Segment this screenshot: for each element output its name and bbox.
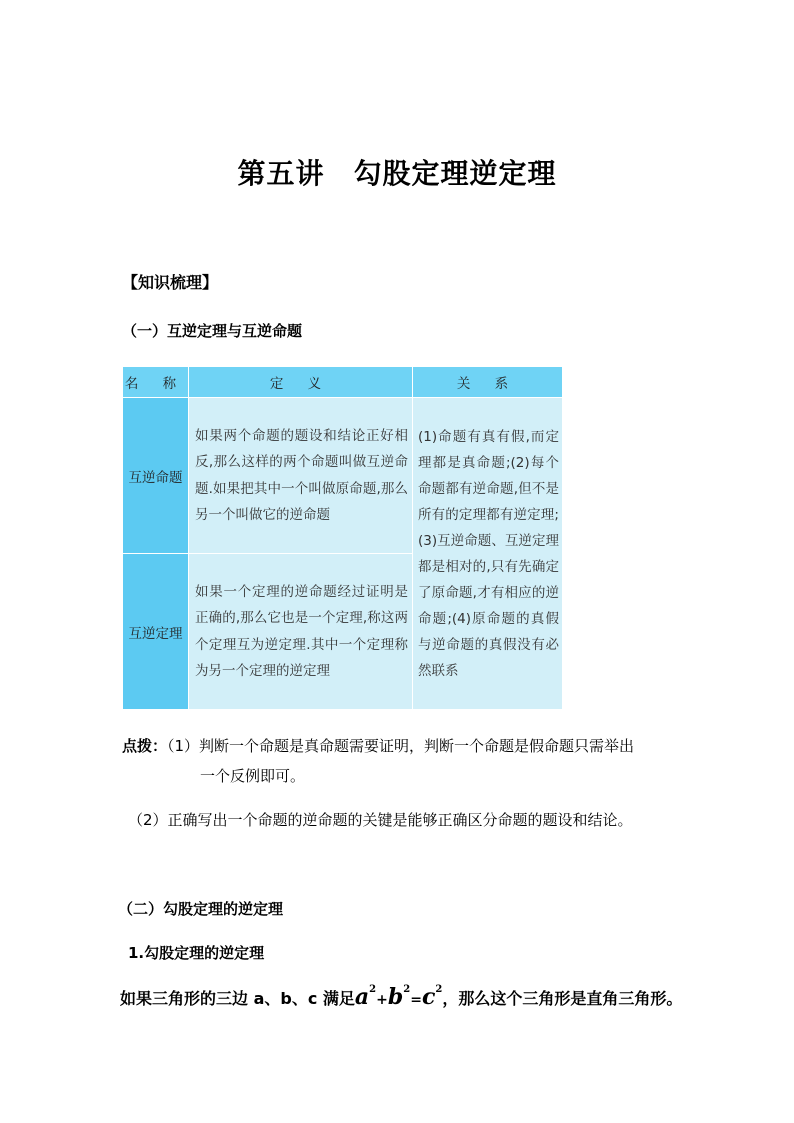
tip-line-1 (122, 735, 634, 756)
row-name-converse-theorem: 互逆定理 (123, 554, 189, 710)
section-heading: 【知识梳理】 (122, 273, 219, 292)
theorem-statement (120, 984, 682, 1010)
subsection-heading-1: （一）互逆定理与互逆命题 (122, 322, 303, 340)
subsection-heading-2: （二）勾股定理的逆定理 (118, 900, 284, 918)
definition-text: 如果两个命题的题设和结论正好相反,那么这样的两个命题叫做互逆命题.如果把其中一个叫做原命题,那么另一个叫做它的逆命题 (195, 427, 408, 523)
tip-label: 点拨： (122, 737, 168, 755)
relation-text: (1)命题有真有假,而定理都是真命题;(2)每个命题都有逆命题,但不是所有的定理都有逆定理;(3)互逆命题、互逆定理都是相对的,只有先确定了原命题,才有相应的逆命题;(4)原命题的真假与逆命题的真假没有必然联系 (418, 428, 559, 679)
tip-line-2: （2）正确写出一个命题的逆命题的关键是能够正确区分命题的题设和结论。 (128, 811, 633, 829)
page-title: 第五讲 勾股定理逆定理 (237, 157, 557, 190)
relation-cell (413, 398, 563, 710)
tip-line-1-continued: 一个反例即可。 (200, 767, 306, 785)
header-name: 名 称 (123, 367, 189, 398)
item-heading: 1.勾股定理的逆定理 (128, 944, 265, 962)
row-definition-converse-theorem (189, 554, 413, 710)
row-definition-converse-proposition (189, 398, 413, 554)
definition-text: 如果一个定理的逆命题经过证明是正确的,那么它也是一个定理,称这两个定理互为逆定理.其中一个定理称为另一个定理的逆定理 (195, 583, 408, 679)
tip-text-1: （1）判断一个命题是真命题需要证明，判断一个命题是假命题只需举出 (167, 737, 635, 755)
concept-table (122, 366, 563, 710)
row-name-converse-proposition: 互逆命题 (123, 398, 189, 554)
theorem-prefix: 如果三角形的三边 a、b、c 满足 (120, 989, 355, 1008)
table-row (123, 398, 563, 554)
table-header-row (123, 367, 563, 398)
header-relation: 关 系 (413, 367, 563, 398)
header-definition: 定 义 (189, 367, 413, 398)
theorem-suffix: ，那么这个三角形是直角三角形。 (442, 989, 683, 1008)
pythagorean-equation: $a^2+b^2=c^2$ (354, 984, 443, 1010)
